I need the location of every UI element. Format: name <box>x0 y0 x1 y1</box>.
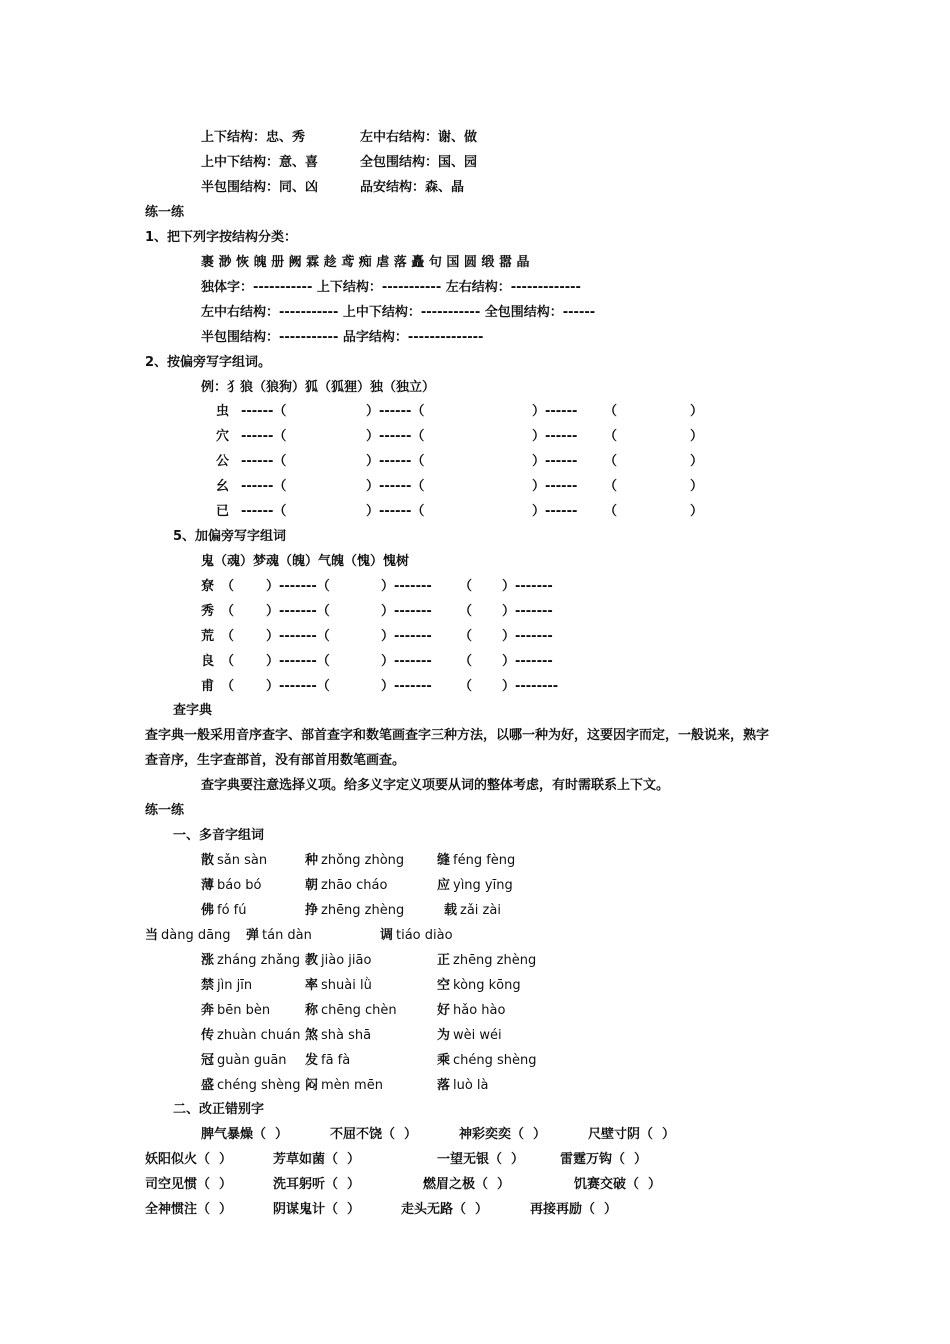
answer-blank: （ <box>604 479 618 494</box>
polyphone-char: 乘 <box>437 1053 451 1068</box>
answer-blank: ）------（ <box>366 454 425 469</box>
answer-blank: ）-------（ <box>266 679 330 694</box>
pinyin-readings: guàn guān <box>217 1053 287 1068</box>
pinyin-readings: shà shā <box>321 1028 372 1043</box>
answer-blank: ）------ <box>532 404 578 419</box>
polyphone-char: 空 <box>437 978 451 993</box>
polyphone-char: 散 <box>201 853 215 868</box>
answer-blank: （ <box>459 604 473 619</box>
polyphone-char: 为 <box>437 1028 451 1043</box>
idiom-correction-item: 司空见惯（ ） <box>145 1177 233 1192</box>
radical-char: 幺 <box>216 479 230 494</box>
answer-blank: ）------ <box>532 479 578 494</box>
polyphone-char: 盛 <box>201 1078 215 1093</box>
question-title: 一、多音字组词 <box>173 828 265 843</box>
idiom-correction-item: 走头无路（ ） <box>401 1202 489 1217</box>
answer-blank: ）------- <box>502 654 553 669</box>
polyphone-char: 载 <box>444 903 458 918</box>
polyphone-char: 好 <box>437 1003 451 1018</box>
polyphone-char: 挣 <box>305 903 319 918</box>
pinyin-readings: jiào jiāo <box>321 953 372 968</box>
polyphone-char: 煞 <box>305 1028 319 1043</box>
answer-blank: ） <box>690 404 704 419</box>
answer-blank: ）------（ <box>366 429 425 444</box>
pinyin-readings: fā fà <box>321 1053 351 1068</box>
answer-blank: ）------- <box>502 629 553 644</box>
idiom-correction-item: 再接再励（ ） <box>530 1202 618 1217</box>
polyphone-char: 当 <box>145 928 159 943</box>
base-char: 秀 <box>201 604 215 619</box>
polyphone-char: 传 <box>201 1028 215 1043</box>
pinyin-readings: zhāo cháo <box>321 878 388 893</box>
radical-char: 虫 <box>216 404 230 419</box>
example-line: 鬼（魂）梦魂（魄）气魄（愧）愧树 <box>201 554 410 569</box>
answer-blank: （ <box>459 579 473 594</box>
answer-blank: ------（ <box>241 504 287 519</box>
section-heading: 练一练 <box>145 205 185 220</box>
pinyin-readings: tiáo diào <box>396 928 453 943</box>
classification-blank: 独体字：----------- 上下结构：----------- 左右结构：------------- <box>201 280 581 295</box>
structure-example: 左中右结构：谢、做 <box>360 130 478 145</box>
idiom-correction-item: 不屈不饶（ ） <box>330 1127 418 1142</box>
example-line: 例：犭狼（狼狗）狐（狐狸）独（独立） <box>201 380 436 395</box>
answer-blank: ）------- <box>381 654 432 669</box>
answer-blank: ------（ <box>241 404 287 419</box>
polyphone-char: 发 <box>305 1053 319 1068</box>
base-char: 甫 <box>201 679 215 694</box>
polyphone-char: 奔 <box>201 1003 215 1018</box>
pinyin-readings: chéng shèng <box>453 1053 537 1068</box>
pinyin-readings: tán dàn <box>262 928 312 943</box>
answer-blank: ------（ <box>241 454 287 469</box>
pinyin-readings: bēn bèn <box>217 1003 271 1018</box>
pinyin-readings: dàng dāng <box>161 928 231 943</box>
paragraph-line: 查音序，生字查部首，没有部首用数笔画查。 <box>145 753 406 768</box>
pinyin-readings: wèi wéi <box>453 1028 502 1043</box>
pinyin-readings: luò là <box>453 1078 489 1093</box>
polyphone-char: 缝 <box>437 853 451 868</box>
idiom-correction-item: 燃眉之极（ ） <box>423 1177 511 1192</box>
question-title: 1、把下列字按结构分类： <box>145 230 298 245</box>
answer-blank: ）------- <box>381 579 432 594</box>
answer-blank: ）------- <box>502 604 553 619</box>
answer-blank: ） <box>690 479 704 494</box>
idiom-correction-item: 芳草如菌（ ） <box>273 1152 361 1167</box>
idiom-correction-item: 神彩奕奕（ ） <box>459 1127 547 1142</box>
radical-char: 穴 <box>216 429 230 444</box>
idiom-correction-item: 脾气暴燥（ ） <box>201 1127 289 1142</box>
answer-blank: （ <box>459 654 473 669</box>
polyphone-char: 称 <box>305 1003 319 1018</box>
answer-blank: ）------- <box>502 579 553 594</box>
answer-blank: ）-------（ <box>266 579 330 594</box>
pinyin-readings: kòng kōng <box>453 978 521 993</box>
paragraph-line: 查字典一般采用音序查字、部首查字和数笔画查字三种方法，以哪一种为好，这要因字而定，一般说来，熟字 <box>145 728 770 743</box>
pinyin-readings: zhǒng zhòng <box>321 853 405 868</box>
pinyin-readings: báo bó <box>217 878 262 893</box>
idiom-correction-item: 饥赛交破（ ） <box>574 1177 662 1192</box>
pinyin-readings: mèn mēn <box>321 1078 383 1093</box>
character-list: 裹 渺 恢 魄 册 阙 霖 趁 鸢 痴 虐 落 矗 句 国 圆 缎 嚣 晶 <box>201 255 530 270</box>
answer-blank: ）-------（ <box>266 654 330 669</box>
base-char: 荒 <box>201 629 215 644</box>
polyphone-char: 涨 <box>201 953 215 968</box>
answer-blank: （ <box>604 429 618 444</box>
answer-blank: （ <box>604 454 618 469</box>
polyphone-char: 闷 <box>305 1078 319 1093</box>
radical-char: 公 <box>216 454 230 469</box>
pinyin-readings: zǎi zài <box>460 903 501 918</box>
polyphone-char: 佛 <box>201 903 215 918</box>
polyphone-char: 正 <box>437 953 451 968</box>
idiom-correction-item: 尺壁寸阴（ ） <box>588 1127 676 1142</box>
answer-blank: ）------- <box>381 604 432 619</box>
answer-blank: ------（ <box>241 479 287 494</box>
answer-blank: ）-------- <box>502 679 559 694</box>
pinyin-readings: shuài lǜ <box>321 978 372 993</box>
pinyin-readings: sǎn sàn <box>217 853 268 868</box>
answer-blank: ）------- <box>381 679 432 694</box>
idiom-correction-item: 雷霆万钩（ ） <box>560 1152 648 1167</box>
answer-blank: （ <box>221 654 235 669</box>
polyphone-char: 冠 <box>201 1053 215 1068</box>
answer-blank: ）-------（ <box>266 629 330 644</box>
pinyin-readings: zhēng zhèng <box>321 903 405 918</box>
answer-blank: ）------（ <box>366 504 425 519</box>
polyphone-char: 应 <box>437 878 451 893</box>
question-title: 二、改正错别字 <box>173 1102 265 1117</box>
answer-blank: （ <box>604 404 618 419</box>
answer-blank: （ <box>221 629 235 644</box>
pinyin-readings: jìn jīn <box>217 978 253 993</box>
polyphone-char: 调 <box>380 928 394 943</box>
answer-blank: ） <box>690 454 704 469</box>
polyphone-char: 率 <box>305 978 319 993</box>
structure-example: 上中下结构：意、喜 <box>201 155 319 170</box>
classification-blank: 半包围结构：----------- 品字结构：-------------- <box>201 330 484 345</box>
answer-blank: ） <box>690 429 704 444</box>
idiom-correction-item: 一望无银（ ） <box>437 1152 525 1167</box>
section-heading: 查字典 <box>173 703 213 718</box>
polyphone-char: 禁 <box>201 978 215 993</box>
answer-blank: ）------（ <box>366 404 425 419</box>
pinyin-readings: hǎo hào <box>453 1003 506 1018</box>
idiom-correction-item: 洗耳躬听（ ） <box>273 1177 361 1192</box>
answer-blank: ）------- <box>381 629 432 644</box>
answer-blank: ）------ <box>532 454 578 469</box>
pinyin-readings: zhēng zhèng <box>453 953 537 968</box>
question-title: 2、按偏旁写字组词。 <box>145 355 272 370</box>
idiom-correction-item: 妖阳似火（ ） <box>145 1152 233 1167</box>
base-char: 良 <box>201 654 215 669</box>
pinyin-readings: féng fèng <box>453 853 516 868</box>
answer-blank: ）-------（ <box>266 604 330 619</box>
base-char: 尞 <box>201 579 215 594</box>
polyphone-char: 种 <box>305 853 319 868</box>
pinyin-readings: fó fú <box>217 903 247 918</box>
answer-blank: （ <box>221 579 235 594</box>
answer-blank: ）------（ <box>366 479 425 494</box>
section-heading: 练一练 <box>145 803 185 818</box>
classification-blank: 左中右结构：----------- 上中下结构：----------- 全包围结构：------ <box>201 305 596 320</box>
idiom-correction-item: 阴谋鬼计（ ） <box>273 1202 361 1217</box>
paragraph-line: 查字典要注意选择义项。给多义字定义项要从词的整体考虑，有时需联系上下文。 <box>201 778 670 793</box>
polyphone-char: 朝 <box>305 878 319 893</box>
structure-example: 全包围结构：国、园 <box>360 155 478 170</box>
answer-blank: ------（ <box>241 429 287 444</box>
structure-example: 半包围结构：同、凶 <box>201 180 319 195</box>
pinyin-readings: chéng shèng <box>217 1078 301 1093</box>
radical-char: 已 <box>216 504 230 519</box>
answer-blank: （ <box>221 604 235 619</box>
answer-blank: （ <box>459 629 473 644</box>
structure-example: 上下结构：忠、秀 <box>201 130 306 145</box>
polyphone-char: 弹 <box>246 928 260 943</box>
polyphone-char: 教 <box>305 953 319 968</box>
answer-blank: ） <box>690 504 704 519</box>
answer-blank: （ <box>459 679 473 694</box>
pinyin-readings: chēng chèn <box>321 1003 397 1018</box>
pinyin-readings: zhuàn chuán <box>217 1028 301 1043</box>
answer-blank: （ <box>604 504 618 519</box>
structure-example: 品安结构：森、晶 <box>360 180 465 195</box>
answer-blank: （ <box>221 679 235 694</box>
pinyin-readings: yìng yīng <box>453 878 513 893</box>
polyphone-char: 薄 <box>201 878 215 893</box>
idiom-correction-item: 全神惯注（ ） <box>145 1202 233 1217</box>
question-title: 5、加偏旁写字组词 <box>173 529 287 544</box>
answer-blank: ）------ <box>532 429 578 444</box>
polyphone-char: 落 <box>437 1078 451 1093</box>
answer-blank: ）------ <box>532 504 578 519</box>
pinyin-readings: zháng zhǎng <box>217 953 301 968</box>
